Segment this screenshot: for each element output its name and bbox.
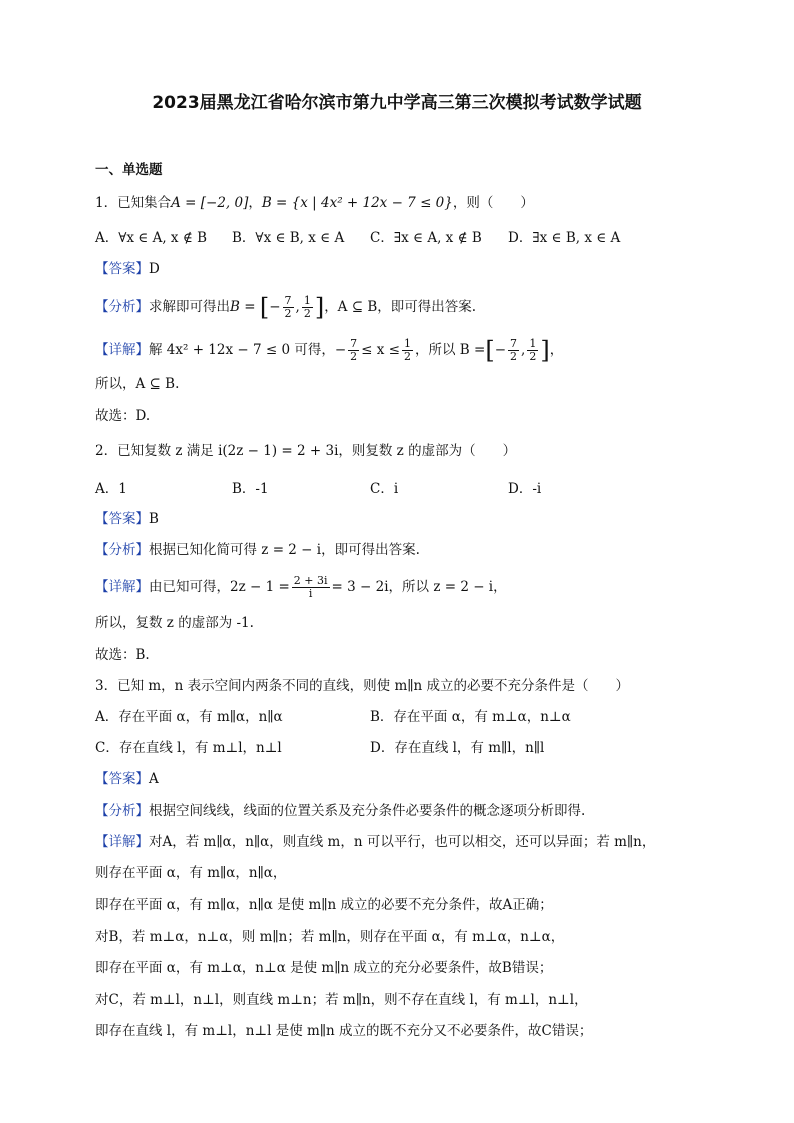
q3-answer-value: A bbox=[149, 771, 159, 787]
document-title: 2023届黑龙江省哈尔滨市第九中学高三第三次模拟考试数学试题 bbox=[152, 93, 642, 113]
q1-conclusion: 所以，A ⊆ B. bbox=[95, 376, 180, 392]
q3-option-b: B．存在平面 α，有 m⊥α，n⊥α bbox=[370, 709, 571, 725]
q1-detail-so: ，所以 B = bbox=[415, 342, 486, 358]
analysis-tag: 【分析】 bbox=[95, 299, 149, 315]
q2-analysis-text: 根据已知化简可得 z = 2 − i，即可得出答案. bbox=[149, 542, 420, 558]
q2-answer-value: B bbox=[149, 511, 159, 527]
frac-num: 1 bbox=[404, 337, 411, 350]
q1-detail-ineq: ≤ x ≤ bbox=[361, 342, 400, 358]
q1-option-a: A．∀x ∈ A, x ∉ B bbox=[95, 230, 208, 246]
detail-tag: 【详解】 bbox=[95, 342, 149, 358]
q1-detail-text: 解 4x² + 12x − 7 ≤ 0 可得，− bbox=[149, 342, 347, 358]
q2-analysis bbox=[95, 540, 420, 560]
q2-option-a: A．1 bbox=[95, 481, 127, 497]
frac-den: 2 bbox=[510, 350, 518, 363]
q3-detail-line-1 bbox=[95, 832, 655, 852]
q1-answer-value: D bbox=[149, 261, 160, 277]
q3-answer bbox=[95, 769, 159, 789]
q1-choice: 故选：D. bbox=[95, 408, 151, 424]
q2-detail bbox=[95, 572, 507, 602]
frac-num: 7 bbox=[510, 337, 518, 350]
q3-analysis-text: 根据空间线线，线面的位置关系及充分条件必要条件的概念逐项分析即得. bbox=[149, 803, 586, 819]
frac-den: 2 bbox=[529, 350, 537, 363]
q3-option-a: A．存在平面 α，有 m∥α，n∥α bbox=[95, 709, 283, 725]
q2-answer bbox=[95, 509, 159, 529]
q2-detail-tail: = 3 − 2i，所以 z = 2 − i， bbox=[331, 579, 507, 595]
detail-tag: 【详解】 bbox=[95, 579, 149, 595]
q3-detail-line-4: 对B，若 m⊥α，n⊥α，则 m∥n；若 m∥n，则存在平面 α，有 m⊥α，n⊥α， bbox=[95, 929, 565, 945]
q3-detail-line-3: 即存在平面 α，有 m∥α，n∥α 是使 m∥n 成立的必要不充分条件，故A正确； bbox=[95, 897, 553, 913]
q2-option-c: C．i bbox=[370, 481, 399, 497]
q1-sep: ， bbox=[248, 195, 262, 211]
frac-num: 7 bbox=[350, 337, 358, 350]
answer-tag: 【答案】 bbox=[95, 261, 149, 277]
q1-option-d: D．∃x ∈ B, x ∈ A bbox=[508, 230, 621, 246]
q1-option-c: C．∃x ∈ A, x ∉ B bbox=[370, 230, 482, 246]
answer-tag: 【答案】 bbox=[95, 511, 149, 527]
q1-analysis-set: B = bbox=[230, 299, 260, 315]
frac-den: 2 bbox=[404, 350, 411, 363]
frac-den: i bbox=[308, 587, 313, 600]
q1-analysis-text: 求解即可得出 bbox=[149, 299, 230, 315]
q2-choice: 故选：B. bbox=[95, 647, 150, 663]
q1-stem bbox=[95, 193, 534, 213]
q2-stem: 2．已知复数 z 满足 i(2z − 1) = 2 + 3i，则复数 z 的虚部为（ ） bbox=[95, 443, 517, 459]
q3-detail-text: 对A，若 m∥α，n∥α，则直线 m，n 可以平行，也可以相交，还可以异面；若 m∥n， bbox=[149, 834, 656, 850]
q1-analysis: 【分析】求解即可得出B = [− $\frac{7}{2}$ , $\frac{1}{2}$ ]，A ⊆ B，即可得出答案. bbox=[95, 293, 477, 322]
q2-detail-text: 由已知可得，2z − 1 = bbox=[149, 579, 290, 595]
q2-conclusion: 所以，复数 z 的虚部为 -1. bbox=[95, 615, 254, 631]
q1-set-a: A = [−2, 0] bbox=[171, 195, 249, 211]
q3-option-d: D．存在直线 l，有 m∥l，n∥l bbox=[370, 740, 545, 756]
q3-analysis bbox=[95, 801, 585, 821]
section-heading: 一、单选题 bbox=[95, 162, 163, 178]
q3-detail-line-6: 对C，若 m⊥l，n⊥l，则直线 m⊥n；若 m∥n，则不存在直线 l，有 m⊥l，n⊥l， bbox=[95, 992, 588, 1008]
q3-detail-line-2: 则存在平面 α，有 m∥α，n∥α， bbox=[95, 865, 287, 881]
q1-stem-suffix: ，则（ ） bbox=[452, 195, 534, 211]
q1-option-b: B．∀x ∈ B, x ∈ A bbox=[232, 230, 345, 246]
frac-num: 1 bbox=[303, 294, 311, 307]
frac-den: 2 bbox=[303, 307, 311, 320]
answer-tag: 【答案】 bbox=[95, 771, 149, 787]
q3-detail-line-5: 即存在平面 α，有 m⊥α，n⊥α 是使 m∥n 成立的充分必要条件，故B错误； bbox=[95, 960, 553, 976]
q2-option-b: B．-1 bbox=[232, 481, 269, 497]
q1-stem-prefix: 1．已知集合 bbox=[95, 195, 172, 211]
frac-num: 1 bbox=[529, 337, 537, 350]
frac-num: 2 + 3i bbox=[293, 574, 328, 587]
q3-detail-line-7: 即存在直线 l，有 m⊥l，n⊥l 是使 m∥n 成立的既不充分又不必要条件，故C错误； bbox=[95, 1023, 593, 1039]
analysis-tag: 【分析】 bbox=[95, 803, 149, 819]
analysis-tag: 【分析】 bbox=[95, 542, 149, 558]
q1-set-b: B = {x | 4x² + 12x − 7 ≤ 0} bbox=[261, 195, 453, 211]
q1-detail: 【详解】解 4x² + 12x − 7 ≤ 0 可得，− $\frac{7}{2}$ ≤ x ≤ $\frac{1}{2}$ ，所以 B =[− $\frac{7}{2}$ , $\frac{1}{2}$ ]， bbox=[95, 336, 564, 365]
q2-option-d: D．-i bbox=[508, 481, 542, 497]
frac-num: 7 bbox=[284, 294, 292, 307]
q1-analysis-tail: ，A ⊆ B，即可得出答案. bbox=[324, 299, 477, 315]
frac-den: 2 bbox=[350, 350, 358, 363]
frac-den: 2 bbox=[284, 307, 292, 320]
q3-stem: 3．已知 m，n 表示空间内两条不同的直线，则使 m∥n 成立的必要不充分条件是（ ） bbox=[95, 678, 629, 694]
q3-option-c: C．存在直线 l，有 m⊥l，n⊥l bbox=[95, 740, 282, 756]
q1-answer bbox=[95, 259, 160, 279]
detail-tag: 【详解】 bbox=[95, 834, 149, 850]
